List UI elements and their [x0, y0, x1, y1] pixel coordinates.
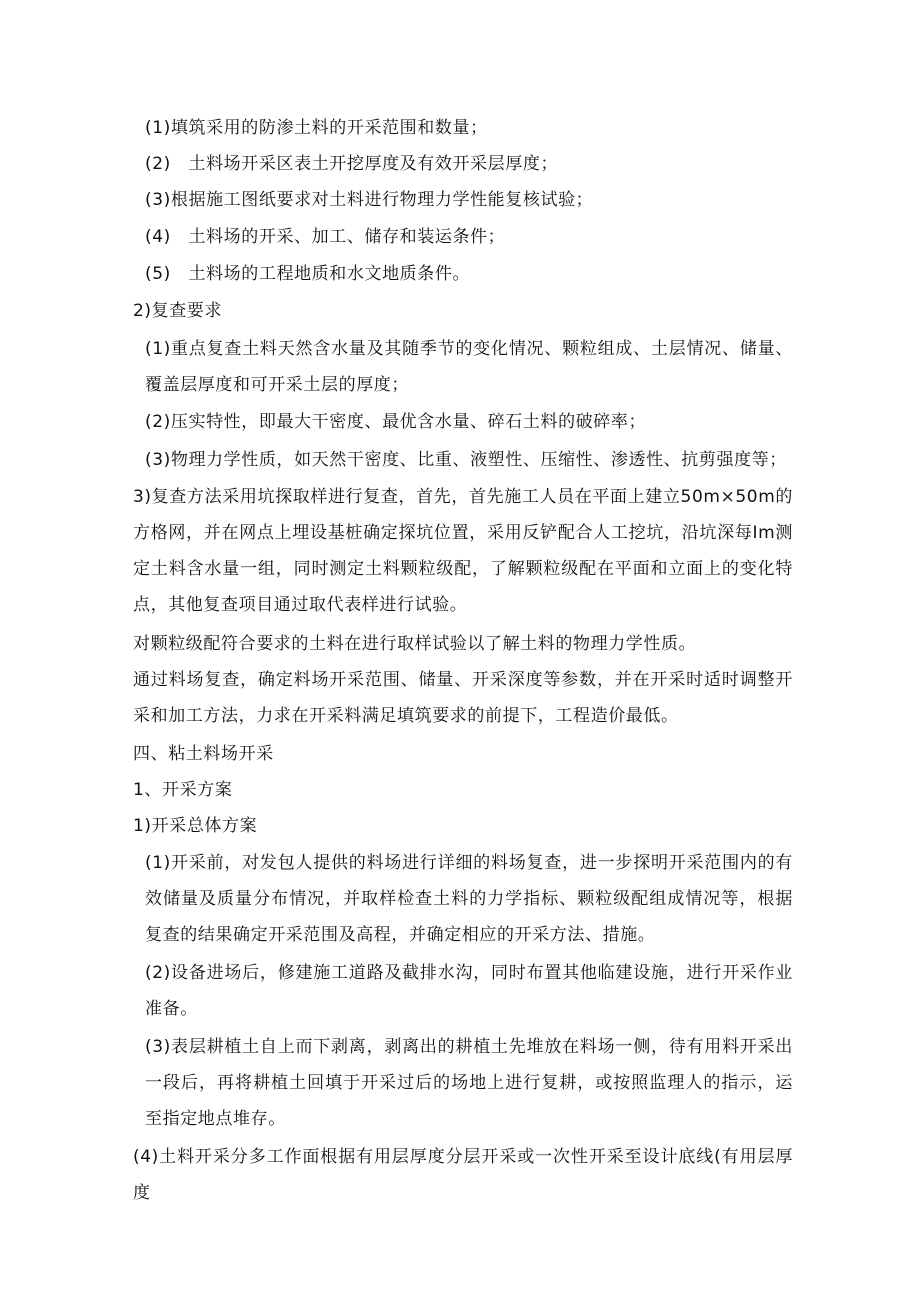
paragraph-item-5: (5) 土料场的工程地质和水文地质条件。 [145, 264, 471, 284]
paragraph-item-1: (1)填筑采用的防渗土料的开采范围和数量； [145, 118, 488, 138]
section-heading-review-requirements: 2)复查要求 [133, 301, 223, 321]
paragraph-review-conclusion: 通过料场复查，确定料场开采范围、储量、开采深度等参数，并在开采时适时调整开采和加工方法，力求在开采料满足填筑要求的前提下，工程造价最低。 [133, 670, 793, 726]
paragraph-grading-test: 对颗粒级配符合要求的土料在进行取样试验以了解土料的物理力学性质。 [133, 634, 697, 654]
paragraph-item-4: (4) 土料场的开采、加工、储存和装运条件； [145, 227, 506, 247]
paragraph-item-9: (1)开采前，对发包人提供的料场进行详细的料场复查，进一步探明开采范围内的有效储量及质量分布情况，并取样检查土料的力学指标、颗粒级配组成情况等，根据复查的结果确定开采范围及高程，并确定相应的开采方法、措施。 [145, 853, 793, 945]
paragraph-review-method: 3)复查方法采用坑探取样进行复查，首先，首先施工人员在平面上建立50m×50m的方格网，并在网点上埋设基桩确定探坑位置，采用反铲配合人工挖坑，沿坑深每Im测定土料含水量一组，同时测定土料颗粒级配，了解颗粒级配在平面和立面上的变化特点，其他复查项目通过取代表样进行试验。 [133, 487, 793, 615]
paragraph-item-10: (2)设备进场后，修建施工道路及截排水沟，同时布置其他临建设施，进行开采作业准备。 [145, 963, 793, 1019]
section-heading-overall-plan: 1)开采总体方案 [133, 816, 258, 836]
paragraph-item-2: (2) 土料场开采区表土开挖厚度及有效开采层厚度； [145, 154, 559, 174]
section-heading-excavation-plan: 1、开采方案 [133, 780, 233, 800]
paragraph-item-6: (1)重点复查土料天然含水量及其随季节的变化情况、颗粒组成、土层情况、储量、覆盖层厚度和可开采土层的厚度； [145, 339, 793, 395]
paragraph-item-12: (4)土料开采分多工作面根据有用层厚度分层开采或一次性开采至设计底线(有用层厚度 [133, 1147, 793, 1203]
paragraph-item-7: (2)压实特性，即最大干密度、最优含水量、碎石土料的破碎率； [145, 412, 647, 432]
paragraph-item-8: (3)物理力学性质，如天然干密度、比重、液塑性、压缩性、渗透性、抗剪强度等； [145, 450, 787, 470]
paragraph-item-11: (3)表层耕植土自上而下剥离，剥离出的耕植土先堆放在料场一侧，待有用料开采出一段后，再将耕植土回填于开采过后的场地上进行复耕，或按照监理人的指示，运至指定地点堆存。 [145, 1037, 793, 1129]
section-heading-clay-borrow: 四、粘土料场开采 [133, 744, 274, 764]
paragraph-item-3: (3)根据施工图纸要求对土料进行物理力学性能复核试验； [145, 190, 594, 210]
